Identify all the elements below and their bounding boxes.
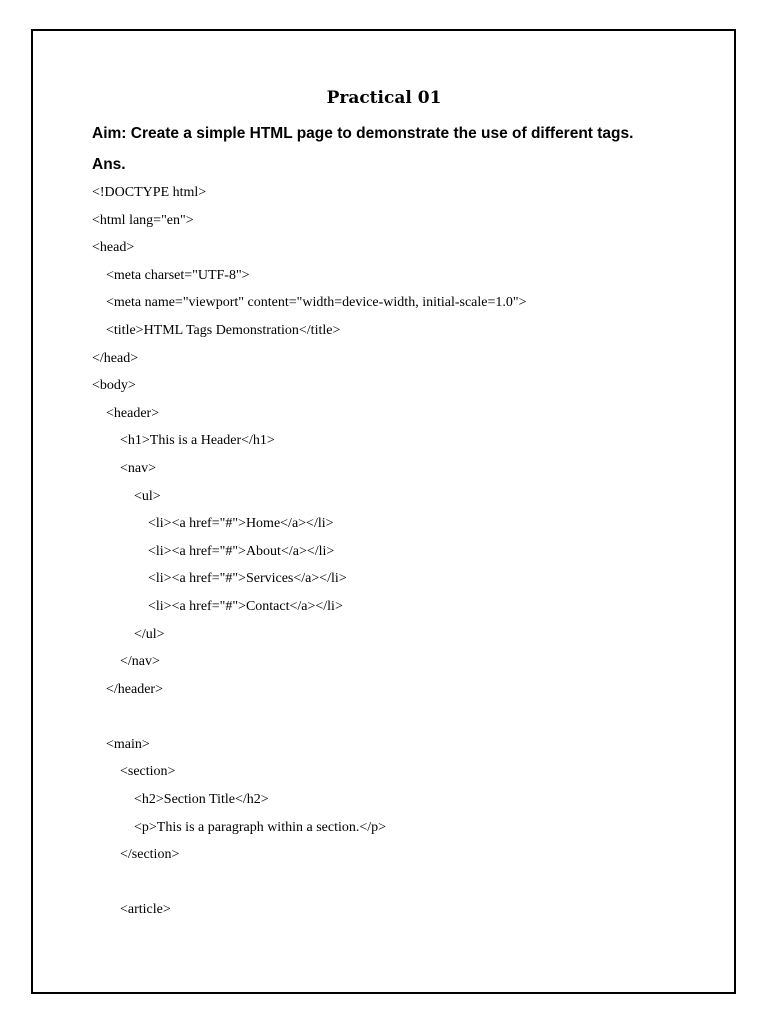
code-line: <article>	[92, 902, 171, 918]
code-line: </head>	[92, 350, 139, 366]
code-line: </section>	[92, 847, 180, 863]
code-line: <header>	[92, 405, 160, 421]
code-line: <li><a href="#">Services</a></li>	[92, 571, 347, 587]
code-line: <meta name="viewport" content="width=device-width, initial-scale=1.0">	[92, 295, 527, 311]
code-line: <meta charset="UTF-8">	[92, 267, 250, 283]
code-line: <head>	[92, 240, 135, 256]
aim-statement: Aim: Create a simple HTML page to demonstrate the use of different tags.	[92, 125, 634, 142]
code-line: <ul>	[92, 488, 161, 504]
code-line: <body>	[92, 378, 136, 394]
code-line: <p>This is a paragraph within a section.</p>	[92, 819, 387, 835]
answer-label: Ans.	[92, 156, 126, 173]
code-line: <li><a href="#">Contact</a></li>	[92, 598, 343, 614]
code-line: <li><a href="#">About</a></li>	[92, 543, 335, 559]
code-line: </header>	[92, 681, 163, 697]
code-line: <main>	[92, 736, 150, 752]
code-listing	[92, 182, 527, 927]
code-line: <h1>This is a Header</h1>	[92, 433, 275, 449]
page-title: Practical 01	[326, 88, 442, 108]
code-line: <html lang="en">	[92, 212, 194, 228]
code-line: <li><a href="#">Home</a></li>	[92, 516, 334, 532]
code-line: </ul>	[92, 626, 165, 642]
code-line	[92, 872, 527, 900]
code-line: <!DOCTYPE html>	[92, 185, 207, 200]
code-line: <section>	[92, 764, 176, 780]
code-line	[92, 706, 527, 734]
code-line: <nav>	[92, 460, 157, 476]
code-line: <title>HTML Tags Demonstration</title>	[92, 322, 341, 338]
code-line: <h2>Section Title</h2>	[92, 792, 269, 808]
code-line: </nav>	[92, 654, 160, 670]
